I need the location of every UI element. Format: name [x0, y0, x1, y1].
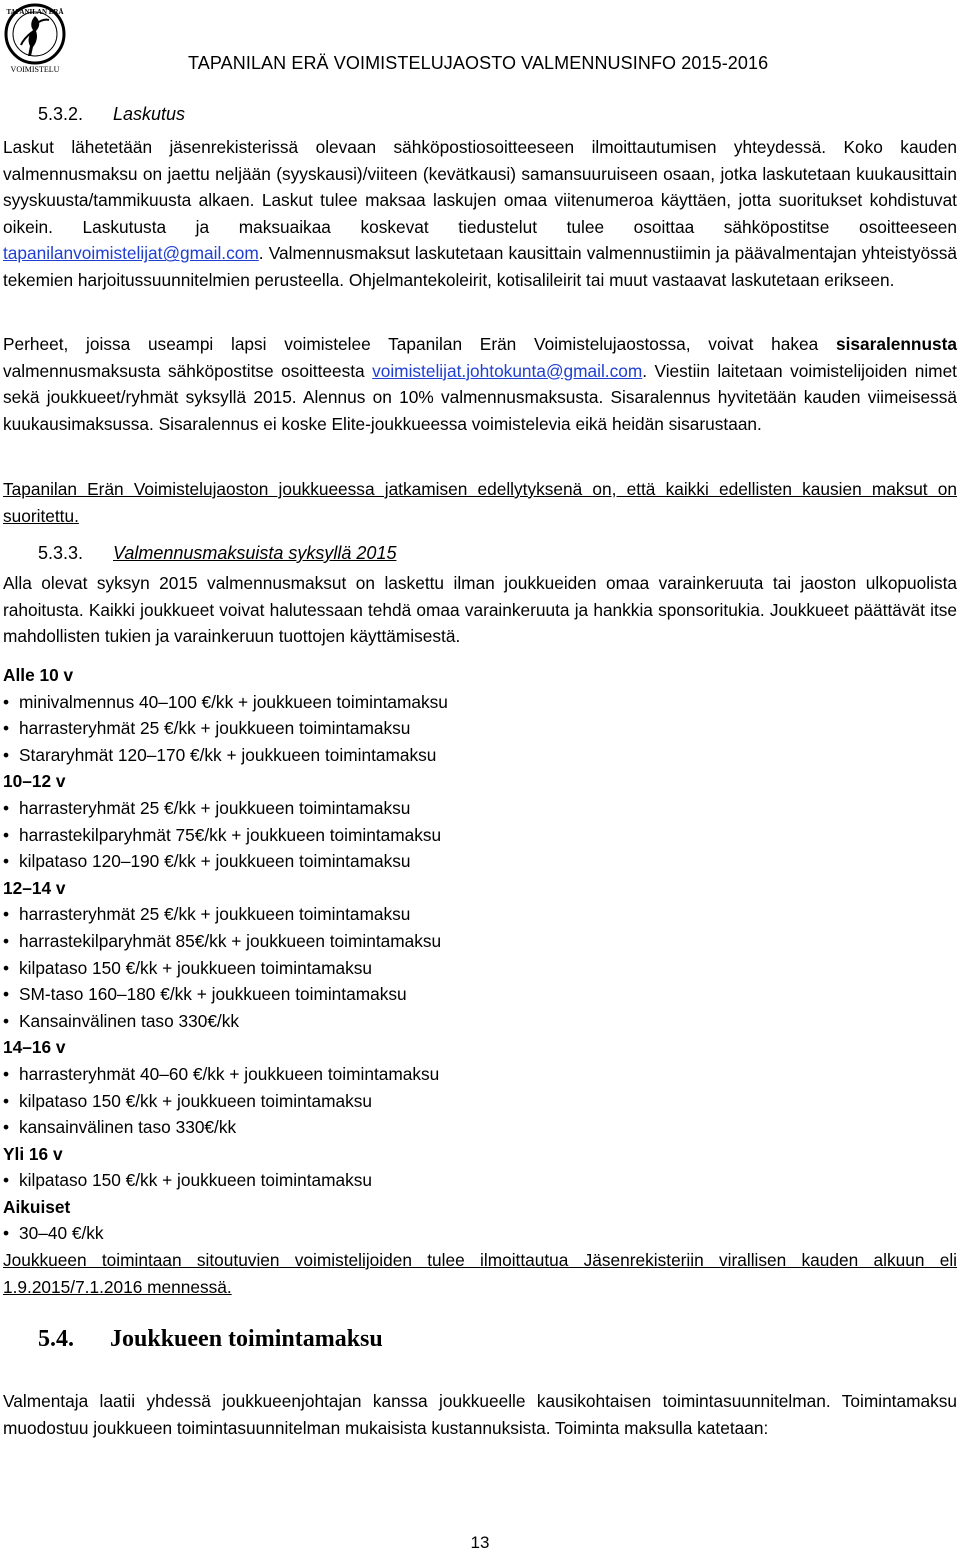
paragraph-text: Valmentaja laatii yhdessä joukkueenjohtajan kanssa joukkueelle kausikohtaisen toimintasuunnitelman. Toimintamaksu muodostuu joukkueen toimintasuunnitelman mukaisista kustannuksista. Toiminta maksulla katetaan: — [3, 1391, 957, 1438]
fee-item: • kansainvälinen taso 330€/kk — [3, 1114, 957, 1141]
email-link-tapanila[interactable]: tapanilanvoimistelijat@gmail.com — [3, 243, 259, 264]
page-header — [0, 0, 960, 80]
section-heading-532 — [38, 101, 185, 128]
fee-item: • kilpataso 150 €/kk + joukkueen toimintamaksu — [3, 1088, 957, 1115]
fee-item: • harrasteryhmät 25 €/kk + joukkueen toimintamaksu — [3, 715, 957, 742]
fee-list — [3, 1061, 957, 1141]
section-number: 5.4. — [38, 1326, 74, 1352]
fee-groups — [3, 662, 957, 1247]
section-heading-533 — [38, 540, 396, 567]
registration-notice — [3, 1247, 957, 1300]
laskutus-paragraph-1 — [3, 134, 957, 294]
fee-item: • SM-taso 160–180 €/kk + joukkueen toimintamaksu — [3, 981, 957, 1008]
age-group-label: 12–14 v — [3, 877, 66, 898]
section-number: 5.3.2. — [38, 104, 84, 124]
bold-term: sisaralennusta — [835, 334, 957, 354]
fee-item: • kilpataso 120–190 €/kk + joukkueen toimintamaksu — [3, 848, 957, 875]
fee-item: • harrasteryhmät 25 €/kk + joukkueen toimintamaksu — [3, 795, 957, 822]
fees-intro — [3, 570, 957, 650]
paragraph-text: valmennusmaksusta sähköpostitse osoitteesta — [3, 360, 373, 381]
fee-item: • harrasteryhmät 25 €/kk + joukkueen toimintamaksu — [3, 901, 957, 928]
fee-item: • kilpataso 150 €/kk + joukkueen toimintamaksu — [3, 955, 957, 982]
page-number: 13 — [470, 1533, 490, 1552]
paragraph-text: . Viestiin laitetaan voimistelijoiden nimet sekä joukkueet/ryhmät syksyllä 2015. Alennus on 10% valmennusmaksusta. Sisaralennus hyvitetään kauden viimeisessä kuukausimaksussa. Sisaralennus ei koske Elite-joukkueessa voimistelevia eikä heidän sisarustaan. — [3, 360, 957, 434]
fee-item: • Kansainvälinen taso 330€/kk — [3, 1008, 957, 1035]
paragraph-text: Laskut lähetetään jäsenrekisterissä olevaan sähköpostiosoitteeseen ilmoittautumisen yhteydessä. Koko kauden valmennusmaksu on jaettu neljään (syyskausi)/viiteen (kevätkausi) samansuuruiseen osaan, jotka laskutetaan kuukausittain syyskuusta/tammikuusta alkaen. Laskut tulee maksaa laskujen omaa viitenumeroa käyttäen, jotta suoritukset kohdistuvat oikein. Laskutusta ja maksuaikaa koskevat tiedustelut tulee osoittaa sähköpostitse osoitteeseen — [3, 137, 957, 237]
section-title: Laskutus — [113, 104, 186, 124]
fee-item: • 30–40 €/kk — [3, 1220, 957, 1247]
section-title: Joukkueen toimintamaksu — [110, 1326, 383, 1352]
svg-text:TAPANILAN ERÄ: TAPANILAN ERÄ — [6, 8, 64, 16]
fee-item: • kilpataso 150 €/kk + joukkueen toimintamaksu — [3, 1167, 957, 1194]
laskutus-paragraph-3 — [3, 476, 957, 529]
age-group-label: 14–16 v — [3, 1037, 66, 1058]
paragraph-text: Alla olevat syksyn 2015 valmennusmaksut on laskettu ilman joukkueiden omaa varainkeruuta tai jaoston ulkopuolista rahoitusta. Kaikki joukkueet voivat halutessaan tehdä omaa varainkeruuta ja hankkia sponsoritukia. Joukkueet päättävät itse mahdollisten tukien ja varainkeruun tuottojen käyttämisestä. — [3, 573, 957, 647]
section-number: 5.3.3. — [38, 543, 84, 563]
underlined-notice: Tapanilan Erän Voimistelujaoston joukkueessa jatkamisen edellytyksenä on, että kaikki edellisten kausien maksut on suoritettu. — [3, 479, 957, 526]
fee-item: • Stararyhmät 120–170 €/kk + joukkueen toimintamaksu — [3, 742, 957, 769]
fee-list — [3, 1167, 957, 1194]
age-group-label: Yli 16 v — [3, 1143, 63, 1164]
fee-list — [3, 795, 957, 875]
paragraph-text: Perheet, joissa useampi lapsi voimistelee Tapanilan Erän Voimistelujaostossa, voivat hakea — [3, 334, 836, 354]
fee-list — [3, 901, 957, 1034]
header-title: TAPANILAN ERÄ VOIMISTELUJAOSTO VALMENNUSINFO 2015-2016 — [188, 53, 769, 73]
fee-item: • harrastekilparyhmät 85€/kk + joukkueen toimintamaksu — [3, 928, 957, 955]
svg-text:VOIMISTELU: VOIMISTELU — [10, 65, 60, 74]
email-link-johtokunta[interactable]: voimistelijat.johtokunta@gmail.com — [372, 360, 643, 381]
fee-item: • harrasteryhmät 40–60 €/kk + joukkueen toimintamaksu — [3, 1061, 957, 1088]
age-group-label: 10–12 v — [3, 771, 66, 792]
fee-list — [3, 689, 957, 769]
fee-item: • minivalmennus 40–100 €/kk + joukkueen toimintamaksu — [3, 689, 957, 716]
section-title: Valmennusmaksuista syksyllä 2015 — [113, 543, 397, 563]
section-heading-54 — [38, 1326, 383, 1353]
laskutus-paragraph-2 — [3, 331, 957, 437]
fee-item: • harrastekilparyhmät 75€/kk + joukkueen toimintamaksu — [3, 822, 957, 849]
club-logo — [3, 2, 67, 74]
paragraph-text: . Valmennusmaksut laskutetaan kausittain valmennustiimin ja päävalmentajan yhteistyössä tekemien harjoitussuunnitelmien perusteella. Ohjelmantekoleirit, kotisalileirit tai muut vastaavat laskutetaan erikseen. — [3, 243, 957, 290]
age-group-label: Aikuiset — [3, 1196, 71, 1217]
underlined-notice: Joukkueen toimintaan sitoutuvien voimistelijoiden tulee ilmoittautua Jäsenrekisteriin virallisen kauden alkuun eli 1.9.2015/7.1.2016 mennessä. — [3, 1250, 957, 1297]
age-group-label: Alle 10 v — [3, 665, 74, 685]
toimintamaksu-paragraph — [3, 1388, 957, 1441]
fee-list — [3, 1220, 957, 1247]
